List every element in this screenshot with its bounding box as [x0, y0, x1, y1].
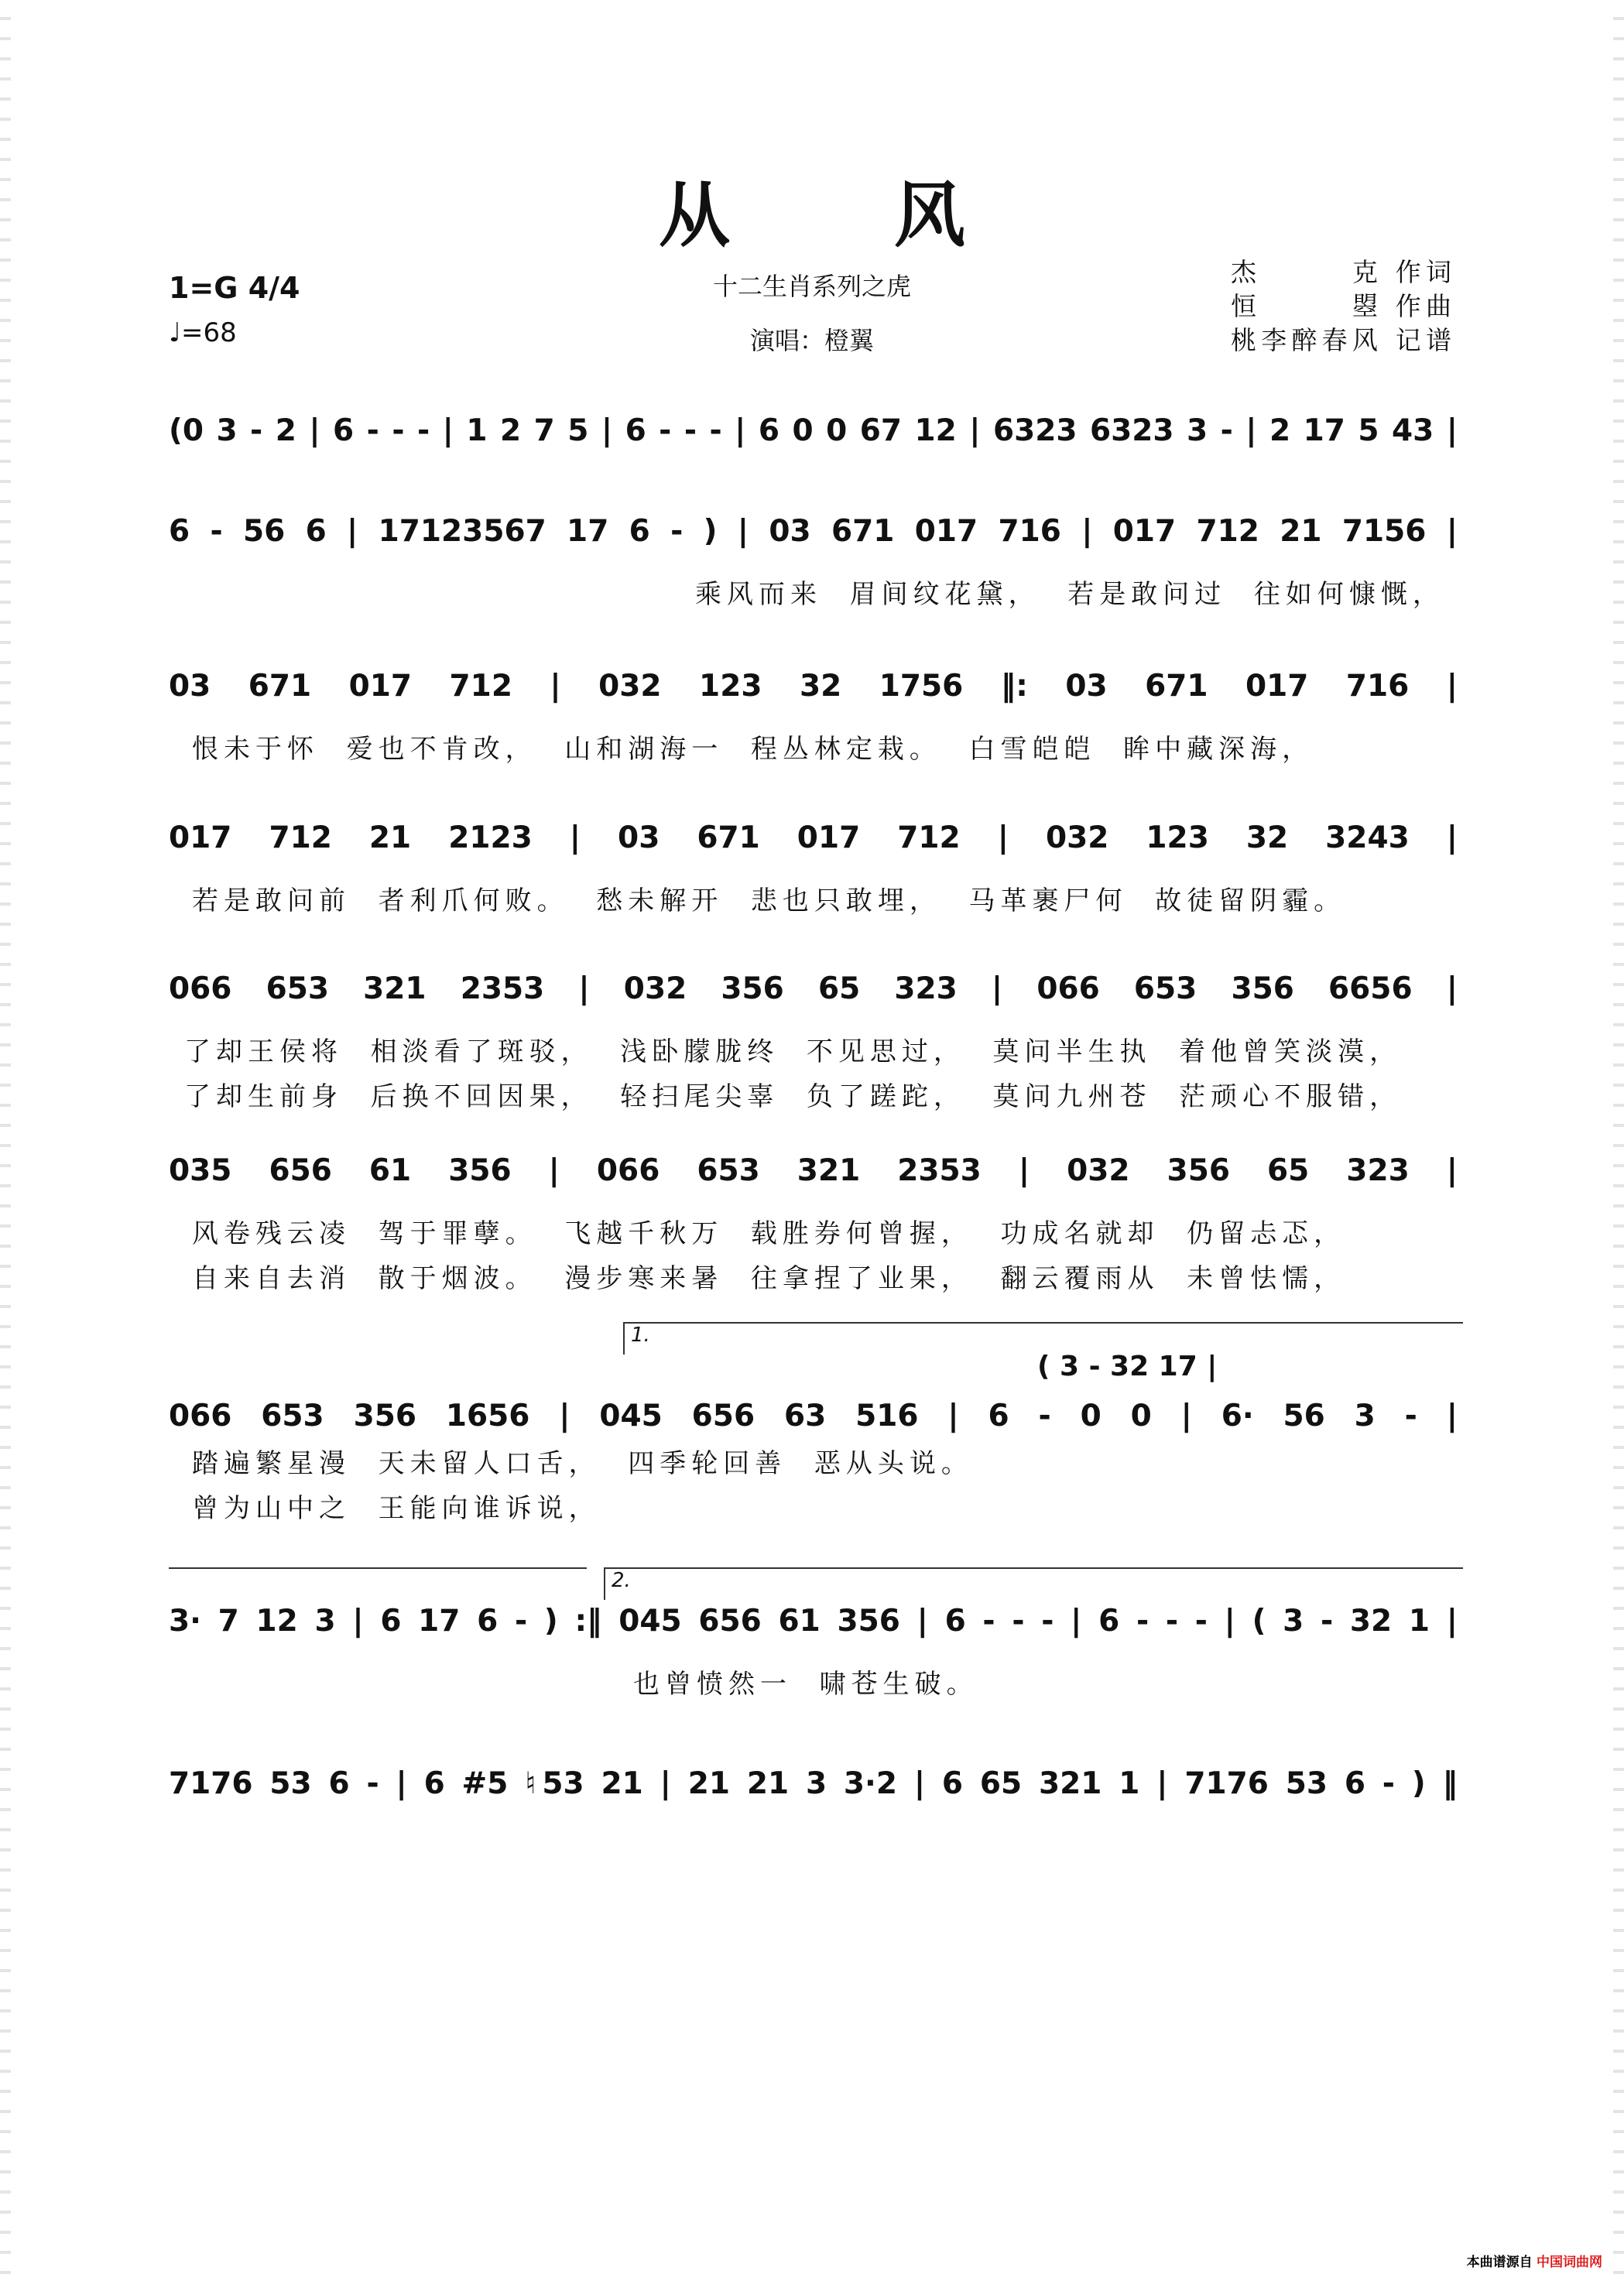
- tempo-mark: ♩=68: [169, 317, 237, 348]
- notation-line: 066 653 321 2353 | 032 356 65 323 | 066 653 356 6656 |: [169, 971, 1458, 1006]
- lyric-line: 乘风而来 眉间纹花黛， 若是敢问过 往如何慷慨，: [695, 579, 1444, 610]
- song-title: 从 风: [658, 173, 1036, 257]
- lyric-line: 风卷残云凌 驾于罪孽。 飞越千秋万 载胜券何曾握， 功成名就却 仍留忐忑，: [192, 1218, 1346, 1249]
- score-row-6: [169, 1152, 1458, 1294]
- transcriber: 桃李醉春风 记谱: [1231, 325, 1451, 355]
- score-row-3: [169, 667, 1458, 765]
- notation-line: 6 - 56 6 | 17123567 17 6 - ) | 03 671 017 716 | 017 712 21 7156 |: [169, 514, 1458, 549]
- composer: 恒 曌 作曲: [1231, 291, 1451, 321]
- lyric-line: 了却生前身 后换不回因果， 轻扫尾尖辜 负了蹉跎， 莫问九州苍 茫顽心不服错，: [184, 1081, 1402, 1112]
- volta-1-pickup: ( 3 - 32 17 |: [1037, 1351, 1218, 1382]
- score-row-1: [169, 412, 1458, 450]
- notation-line: 3· 7 12 3 | 6 17 6 - ) :‖ 045 656 61 356 | 6 - - - | 6 - - - | ( 3 - 32 1 |: [169, 1604, 1458, 1639]
- lyric-line: 曾为山中之 王能向谁诉说，: [192, 1493, 601, 1524]
- score-row-4: [169, 819, 1458, 916]
- score-row-9: [169, 1765, 1458, 1803]
- score-row-7: [169, 1397, 1458, 1524]
- volta-2-label: 2.: [612, 1569, 631, 1592]
- score-row-2: [169, 512, 1458, 610]
- lyric-line: 也曾愤然一 啸苍生破。: [633, 1669, 978, 1700]
- singer: 演唱：橙翼: [749, 326, 874, 355]
- notation-line: 03 671 017 712 | 032 123 32 1756 ‖: 03 671 017 716 |: [169, 669, 1458, 704]
- notation-line: 066 653 356 1656 | 045 656 63 516 | 6 - 0 0 | 6· 56 3 - |: [169, 1399, 1458, 1433]
- lyric-line: 了却王侯将 相淡看了斑驳， 浅卧朦胧终 不见思过， 莫问半生执 着他曾笑淡漠，: [184, 1036, 1402, 1067]
- source-site[interactable]: 中国词曲网: [1537, 2255, 1602, 2270]
- credits-block: [1231, 255, 1451, 358]
- notation-line: 035 656 61 356 | 066 653 321 2353 | 032 356 65 323 |: [169, 1153, 1458, 1188]
- key-signature: 1=G 4/4: [169, 271, 300, 305]
- lyricist: 杰 克 作词: [1231, 257, 1451, 287]
- volta-1-bracket: [623, 1322, 1463, 1355]
- lyric-line: 自来自去消 散于烟波。 漫步寒来暑 往拿捏了业果， 翻云覆雨从 未曾怯懦，: [192, 1263, 1346, 1294]
- source-footer: [1467, 2251, 1602, 2270]
- notation-line: (0 3 - 2 | 6 - - - | 1 2 7 5 | 6 - - - | 6 0 0 67 12 | 6323 6323 3 - | 2 17 5 43 |: [169, 413, 1458, 448]
- score-row-8: [169, 1602, 1458, 1700]
- volta-1-label: 1.: [631, 1324, 650, 1347]
- volta-2-bracket: [604, 1567, 1463, 1600]
- source-label: 本曲谱源自: [1466, 2255, 1533, 2270]
- lyric-line: 踏遍繁星漫 天未留人口舌， 四季轮回善 恶从头说。: [192, 1448, 973, 1479]
- lyric-line: 恨未于怀 爱也不肯改， 山和湖海一 程丛林定栽。 白雪皑皑 眸中藏深海，: [192, 734, 1314, 765]
- notation-line: 7176 53 6 - | 6 #5 ♮53 21 | 21 21 3 3·2 | 6 65 321 1 | 7176 53 6 - ) ‖: [169, 1766, 1458, 1801]
- volta-1-continuation: [169, 1567, 587, 1569]
- score-row-5: [169, 970, 1458, 1112]
- subtitle: 十二生肖系列之虎: [712, 272, 911, 301]
- lyric-line: 若是敢问前 者利爪何败。 愁未解开 悲也只敢埋， 马革裹尸何 故徒留阴霾。: [192, 885, 1346, 916]
- notation-line: 017 712 21 2123 | 03 671 017 712 | 032 123 32 3243 |: [169, 820, 1458, 855]
